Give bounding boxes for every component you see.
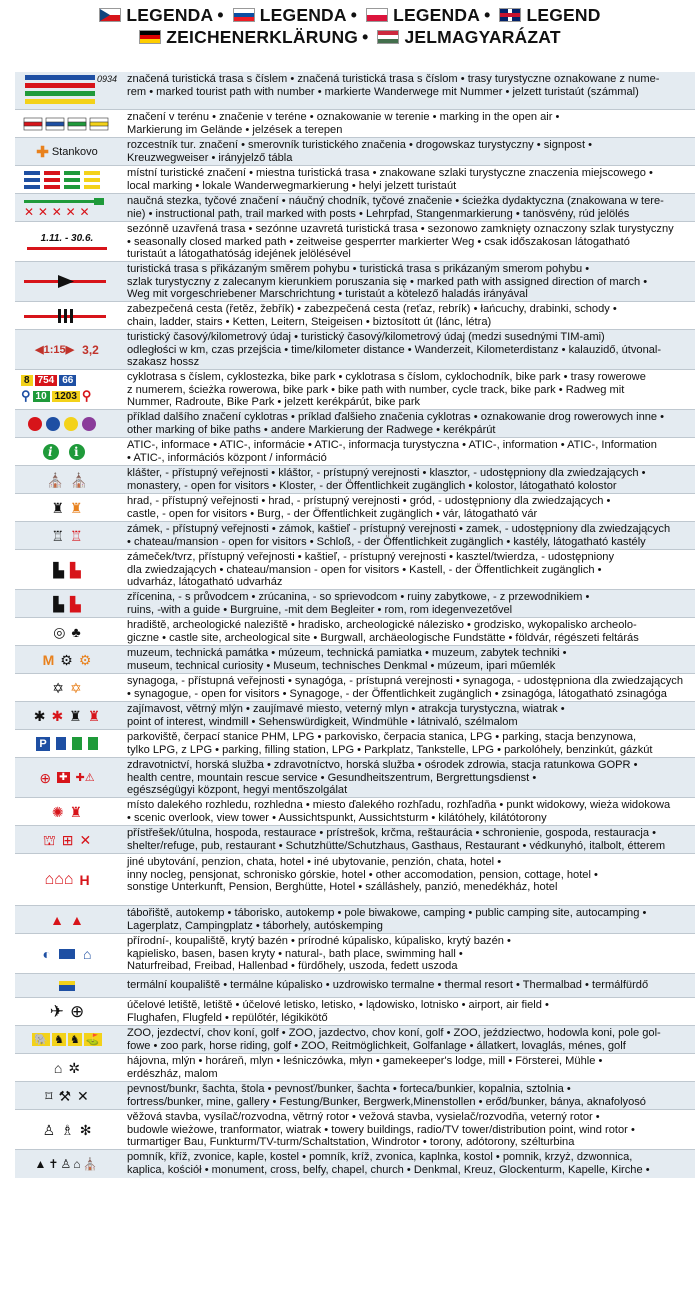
- uk-flag-icon: [499, 8, 521, 22]
- legend-text: Nummer, Radroute, Bike Park • jelzett kerékpárút, bike park: [127, 396, 421, 409]
- legend-row: [15, 262, 695, 302]
- accommodation-icon: ⌂⌂⌂ H: [44, 870, 90, 888]
- separator: •: [362, 27, 369, 47]
- separator: •: [217, 5, 224, 25]
- legend-text: zajímavost, větrný mlýn • zaujímavé miesto, veterný mlyn • atrakcja turystyczna, wiatrak •: [127, 703, 565, 715]
- legend-row: [15, 1082, 695, 1110]
- legend-text: turistický časový/kilometrový údaj • turistický časový/kilometrový údaj (medzi susednými TIM-ami): [127, 331, 605, 343]
- legend-row: [15, 1054, 695, 1082]
- legend-text: Naturfreibad, Freibad, Hallenbad • fürdőhely, uszoda, fedett uszoda: [127, 960, 458, 973]
- legend-text: termální koupaliště • termálne kúpalisko • uzdrowisko termalne • thermal resort • Thermalbad • termálfürdő: [127, 979, 649, 991]
- legend-text: other marking of bike paths • andere Markierung der Radwege • kerékpárút: [127, 423, 496, 436]
- legend-text: point of interest, windmill • Sehenswürdigkeit, Windmühle • látnivaló, szélmalom: [127, 715, 518, 728]
- svg-text:✕ ✕ ✕ ✕ ✕: ✕ ✕ ✕ ✕ ✕: [24, 204, 90, 219]
- legend-row: [15, 302, 695, 330]
- title-de: ZEICHENERKLÄRUNG: [166, 27, 359, 47]
- legend-row: [15, 370, 695, 410]
- legend-row: [15, 590, 695, 618]
- tower-icon: ♙ ♗ ✻: [42, 1121, 92, 1138]
- legend-text: věžová stavba, vysílač/rozvodna, větrný rotor • vežová stavba, vysielač/rozvodňa, veterný rotor •: [127, 1111, 600, 1123]
- legend-text: pevnost/bunkr, šachta, štola • pevnosť/bunker, šachta • forteca/bunkier, kopalnia, sztolnia •: [127, 1083, 571, 1095]
- legend-row: [15, 798, 695, 826]
- legend-text: shelter/refuge, pub, restaurant • Schutzhütte/Schutzhaus, Gasthaus, Restaurant • védkunyhó, italbolt, étterem: [127, 839, 666, 852]
- legend-text: cyklotrasa s číslem, cyklostezka, bike park • cyklotrasa s číslom, cyklochodník, bike park • trasy rowerowe: [127, 371, 646, 383]
- legend-row: [15, 998, 695, 1026]
- legend-text: rozcestník tur. značení • smerovník turistického značenia • drogowskaz turystyczny • signpost •: [127, 139, 593, 151]
- legend-row: [15, 410, 695, 438]
- legend-row: [15, 222, 695, 262]
- legend-text: Lagerplatz, Campingplatz • táborhely, autóskemping: [127, 919, 383, 932]
- manor-icon: ▙ ▙: [53, 561, 81, 578]
- legend-text: budowle wieżowe, tranformator, wiatrak • towery buildings, radio/TV tower/distribution point, wind rotor •: [127, 1123, 635, 1136]
- legend-row: [15, 466, 695, 494]
- legend-row: [15, 758, 695, 798]
- legend-row: [15, 618, 695, 646]
- svg-text:i: i: [48, 444, 53, 459]
- bike-number: 754: [35, 375, 58, 386]
- legend-text: ruins, -with a guide • Burgruine, -mit dem Begleiter • rom, rom idegenvezetővel: [127, 603, 513, 616]
- hungarian-flag-icon: [377, 30, 399, 44]
- legend-text: • chateau/mansion - open for visitors • Schloß, - der Öffentlichkeit zugänglich • kastély, látogatható kastély: [127, 535, 646, 548]
- legend-text: egészségügyi központ, hegyi mentőszolgálat: [127, 784, 348, 797]
- legend-text: fortress/bunker, mine, gallery • Festung/Bunker, Bergwerk,Minenstollen • erőd/bunker, bánya, aknafolyosó: [127, 1095, 646, 1108]
- legend-text: nie) • instructional path, trail marked with posts • Lehrpfad, Stangenmarkierung • tanösvény, rúd jelölés: [127, 207, 630, 220]
- time-distance-icon: ◀ 1:15 ▶ 3,2: [35, 342, 99, 357]
- legend-text: chain, ladder, stairs • Ketten, Leitern, Steigeisen • biztosított út (lánc, létra): [127, 315, 492, 328]
- viewpoint-icon: ✺ ♜: [51, 803, 83, 820]
- legend-text: dla zwiedzających • chateau/mansion - open for visitors • Kastell, - der Öffentlichkeit zugänglich •: [127, 563, 602, 576]
- legend-text: hájovna, mlýn • horáreň, mlyn • leśniczówka, młyn • gamekeeper's lodge, mill • Försterei, Mühle •: [127, 1055, 603, 1067]
- legend-text: ATIC-, informace • ATIC-, informácie • ATIC-, informacja turystyczna • ATIC-, information • ATIC-, Information: [127, 439, 657, 451]
- thermal-resort-icon: [15, 974, 119, 997]
- legend-text: značená turistická trasa s číslem • značená turistická trasa s číslom • trasy turystyczne oznakowane z nume-: [127, 73, 660, 85]
- legend-text: udvarház, látogatható udvarház: [127, 576, 283, 589]
- legend-row: [15, 854, 695, 906]
- legend-text: místo dalekého rozhledu, rozhledna • miesto ďalekého rozhľadu, rozhľadňa • punkt widokowy, wieża widokowa: [127, 799, 671, 811]
- legend-text: Markierung im Gelände • jelzések a terepen: [127, 123, 343, 136]
- chateau-icon: ♖ ♖: [51, 527, 83, 544]
- legend-text: parkoviště, čerpací stanice PHM, LPG • parkovisko, čerpacia stanica, LPG • parking, stacja benzynowa,: [127, 731, 637, 743]
- bike-marking-dots-icon: [15, 410, 119, 437]
- legend-text: • scenic overlook, view tower • Aussichtspunkt, Aussichtsturm • kilátóhely, kilátótorony: [127, 811, 547, 824]
- title-hu: JELMAGYARÁZAT: [404, 27, 561, 47]
- separator: •: [350, 5, 358, 25]
- legend-row: [15, 138, 695, 166]
- legend-row: [15, 934, 695, 974]
- secured-path-icon: [15, 302, 119, 329]
- legend-text: přírodní-, koupaliště, krytý bazén • prírodné kúpalisko, kúpalisko, krytý bazén •: [127, 935, 511, 947]
- legend-text: erdészház, malom: [127, 1067, 218, 1080]
- separator: •: [484, 5, 491, 25]
- header-line-1: [0, 4, 700, 26]
- trail-color-bars-icon: [15, 72, 119, 109]
- legend-text: příklad dalšího značení cyklotras • príklad ďalšieho značenia cyklotras • oznakowanie drog rowerowych inne •: [127, 411, 665, 423]
- legend-row: [15, 1110, 695, 1150]
- legend-text: jiné ubytování, penzion, chata, hotel • iné ubytovanie, penzión, chata, hotel •: [127, 856, 502, 868]
- camping-icon: ▲ ▲: [50, 911, 84, 928]
- legend-row: [15, 646, 695, 674]
- title-pl: LEGENDA: [393, 5, 481, 25]
- legend-text: health centre, mountain rescue service • Gesundheitszentrum, Bergrettungsdienst •: [127, 771, 537, 784]
- bike-number: 1203: [52, 391, 80, 402]
- legend-text: klášter, - přístupný veřejnosti • kláštor, - prístupný verejnosti • klasztor, - udostępniony dla zwiedzających •: [127, 467, 646, 479]
- polish-flag-icon: [366, 8, 388, 22]
- legend-row: [15, 1150, 695, 1178]
- legend-text: • ATIC-, információs központ / információ: [127, 451, 327, 464]
- trail-marking-signs-icon: [15, 110, 119, 137]
- windmill-icon: ✱ ✱ ♜ ♜: [33, 707, 101, 724]
- legend-row: [15, 550, 695, 590]
- museum-icon: M ⚙ ⚙: [42, 651, 92, 668]
- legend-text: naučná stezka, tyčové značení • náučný chodník, tyčové značenie • ścieżka dydaktyczna (znakowana w tere-: [127, 195, 664, 207]
- monument-icon: ▲✝♙⌂⛪: [34, 1157, 100, 1171]
- legend-row: [15, 906, 695, 934]
- legend-text: Flughafen, Flugfeld • repülőtér, légikikötő: [127, 1011, 328, 1024]
- legend-row: [15, 194, 695, 222]
- legend-text: museum, technical curiosity • Museum, technisches Denkmal • múzeum, ipari műemlék: [127, 659, 556, 672]
- legend-text: turmartiger Bau, Funkturm/TV-turm/Schaltstation, Windrotor • torony, adótorony, szélturbina: [127, 1136, 575, 1149]
- guidepost-label: Stankovo: [51, 145, 98, 158]
- legend-text: kaplica, kościół • monument, cross, belfy, chapel, church • Denkmal, Kreuz, Glockenturm, Kapelle, Kirche •: [127, 1163, 650, 1176]
- legend-text: hradiště, archeologické naleziště • hradisko, archeologické nálezisko • grodzisko, wykopalisko archeolo-: [127, 619, 637, 631]
- zoo-icon: 🐘 ♞ ♞ ⛳: [34, 1034, 100, 1046]
- gamekeeper-icon: ⌂ ✲: [53, 1059, 81, 1076]
- legend-text: z numerem, ścieżka rowerowa, bike park • bike path with number, cycle track, bike park • Radweg mit: [127, 383, 625, 396]
- legend-text: castle, - open for visitors • Burg, - der Öffentlichkeit zugänglich • vár, látogatható vár: [127, 507, 538, 520]
- legend-text: muzeum, technická památka • múzeum, technická pamiatka • muzeum, zabytek techniki •: [127, 647, 567, 659]
- legend-row: [15, 72, 695, 110]
- synagogue-icon: ✡ ✡: [52, 679, 82, 696]
- health-centre-icon: ⊕ ✚ ✚⚠: [39, 769, 95, 786]
- title-sk: LEGENDA: [259, 5, 347, 25]
- legend-text: přístřešek/útulna, hospoda, restaurace • prístrešok, krčma, reštaurácia • schronienie, gospoda, restauracja •: [127, 827, 657, 839]
- legend-row: [15, 330, 695, 370]
- ruin-icon: ▙ ▙: [53, 595, 81, 612]
- title-en: LEGEND: [526, 5, 601, 25]
- seasonal-closure-icon: [15, 222, 119, 261]
- swimming-icon: ◐ ⌂: [42, 945, 92, 962]
- legend-text: zdravotnictví, horská služba • zdravotníctvo, horská služba • ośrodek zdrowia, stacja ratunkowa GOPR •: [127, 759, 638, 771]
- legend-row: [15, 730, 695, 758]
- czech-flag-icon: [99, 8, 121, 22]
- parking-icon: P: [15, 730, 119, 757]
- legend-row: [15, 1026, 695, 1054]
- legend-row: [15, 702, 695, 730]
- legend-text: • synagogue, - open for visitors • Synagoge, - der Öffentlichkeit zugänglich • zsinagóga, látogatható zsinagóga: [127, 687, 667, 700]
- legend-rows: [15, 72, 695, 1178]
- legend-text: inny nocleg, pensjonat, schronisko górskie, hotel • other accomodation, pension, cottage, hotel •: [127, 868, 598, 881]
- legend-text: tylko LPG, z LPG • parking, filling station, LPG • Parkplatz, Tankstelle, LPG • parkolóhely, benzinkút, gázkút: [127, 743, 653, 756]
- directional-path-icon: [15, 262, 119, 301]
- bike-icon: ⚲: [21, 388, 31, 403]
- header-line-2: [0, 26, 700, 48]
- legend-text: • seasonally closed marked path • zeitweise gesperrter markierter Weg • csak időszakosan látogatható: [127, 235, 630, 248]
- legend-row: [15, 974, 695, 998]
- legend-row: [15, 826, 695, 854]
- legend-text: zřícenina, - s průvodcem • zrúcanina, - so sprievodcom • ruiny zabytkowe, - z przewodnikiem •: [127, 591, 590, 603]
- legend-text: turistická trasa s přikázaným směrem pohybu • turistická trasa s prikázaným smerom pohybu •: [127, 263, 590, 275]
- legend-text: local marking • lokale Wanderwegmarkierung • helyi jelzett turistaút: [127, 179, 457, 192]
- legend-text: odległości w km, czas przejścia • time/kilometer distance • Wanderzeit, Kilometerdistanz • kalauzidő, útvonal-: [127, 343, 662, 356]
- local-marking-icon: [15, 166, 119, 193]
- legend-row: [15, 438, 695, 466]
- archaeological-site-icon: ◎ ♣: [53, 623, 81, 640]
- legend-row: [15, 674, 695, 702]
- legend-text: ZOO, jezdectví, chov koní, golf • ZOO, jazdectvo, chov koní, golf • ZOO, jeździectwo, hodowla koni, pole gol-: [127, 1027, 661, 1039]
- castle-icon: ♜ ♜: [51, 499, 83, 516]
- legend-text: hrad, - přístupný veřejnosti • hrad, - prístupný verejnosti • gród, - udostępniony dla zwiedzających •: [127, 495, 611, 507]
- bike-number: 66: [59, 375, 76, 386]
- legend-text: rem • marked tourist path with number • markierte Wanderwege mit Nummer • jelzett turistaút (számmal): [127, 85, 639, 98]
- instructional-path-icon: [15, 194, 119, 221]
- bike-trail-icon: [15, 370, 119, 409]
- title-cs: LEGENDA: [126, 5, 214, 25]
- legend-text: tábořiště, autokemp • táborisko, autokemp • pole biwakowe, camping • public camping site, autocamping •: [127, 907, 647, 919]
- legend-text: sonstige Unterkunft, Pension, Berghütte, Hotel • szálláshely, panzió, menedékház, hotel: [127, 881, 558, 894]
- legend-text: fowe • zoo park, horse riding, golf • ZOO, Reitmöglichkeit, Golfanlage • állatkert, lovaglás, ménes, golf: [127, 1039, 626, 1052]
- legend-text: Weg mit vorgeschriebener Marschrichtung • turistaút a kötelező haladás irányával: [127, 288, 528, 301]
- info-icon: [15, 438, 119, 465]
- time-label: 1:15: [43, 343, 66, 356]
- legend-text: sezónně uzavřená trasa • sezónne uzavretá turistická trasa • sezonowo zamknięty oznaczony szlak turystyczny: [127, 223, 674, 235]
- bike-number: 10: [33, 391, 50, 402]
- legend-text: szlak turystyczny z zalecanym kierunkiem poruszania się • marked path with assigned direction of march •: [127, 275, 648, 288]
- legend-text: zabezpečená cesta (řetěz, žebřík) • zabezpečená cesta (reťaz, rebrík) • łańcuchy, drabinki, schody •: [127, 303, 617, 315]
- legend-text: značení v terénu • značenie v teréne • oznakowanie w terenie • marking in the open air •: [127, 111, 560, 123]
- legend-text: szakasz hossz: [127, 356, 200, 369]
- legend-row: [15, 494, 695, 522]
- shelter-icon: ⛫ ⊞ ✕: [42, 831, 92, 848]
- trail-number-label: 0934: [96, 74, 117, 84]
- legend-text: zámek, - přístupný veřejnosti • zámok, kaštieľ - prístupný verejnosti • zamek, - udostępniony dla zwiedzających: [127, 523, 671, 535]
- legend-text: synagoga, - přístupná veřejnosti • synagóga, - prístupná verejnosti • synagoga, - udostępniona dla zwiedzających: [127, 675, 684, 687]
- legend-text: zámeček/tvrz, přístupný veřejnosti • kaštieľ, - prístupný verejnosti • kasztel/twierdza, - udostępniony: [127, 551, 615, 563]
- german-flag-icon: [139, 30, 161, 44]
- legend-text: turistaút a látogathatóság idejének jelölésével: [127, 248, 351, 261]
- legend-text: účelové letiště, letiště • účelové letisko, letisko, • lądowisko, lotnisko • airport, air field •: [127, 999, 549, 1011]
- legend-text: Kreuzwegweiser • irányjelző tábla: [127, 151, 293, 164]
- fortress-icon: ⌑ ⚒ ✕: [45, 1087, 89, 1104]
- legend-header: [0, 0, 700, 72]
- legend-text: pomník, kříž, zvonice, kaple, kostel • pomník, kríž, zvonica, kaplnka, kostol • pomnik, krzyż, dzwonnica,: [127, 1151, 633, 1163]
- guidepost-cross-icon: ✚ Stankovo: [36, 143, 98, 161]
- legend-row: [15, 522, 695, 550]
- bike-park-icon: ⚲: [81, 388, 92, 403]
- svg-text:i: i: [74, 444, 79, 459]
- legend-text: giczne • castle site, archeological site • Burgwall, archäeologische Fundstätte • földvár, régészeti feltárás: [127, 631, 639, 644]
- monastery-icon: ⛪ ⛪: [46, 471, 88, 488]
- bike-number: 8: [21, 375, 33, 386]
- legend-row: [15, 166, 695, 194]
- legend-text: monastery, - open for visitors • Kloster, - der Öffentlichkeit zugänglich • kolostor, látogatható kolostor: [127, 479, 617, 492]
- slovak-flag-icon: [233, 8, 255, 22]
- distance-label: 3,2: [82, 342, 99, 357]
- airport-icon: ✈ ⊕: [49, 1001, 85, 1021]
- legend-text: místní turistické značení • miestna turistická trasa • znakowane szlaki turystyczne znaczenia miejscowego •: [127, 167, 653, 179]
- seasonal-dates-label: 1.11. - 30.6.: [40, 233, 94, 244]
- legend-text: kąpielisko, basen, basen kryty • natural-, bath place, swimming hall •: [127, 947, 463, 960]
- legend-row: [15, 110, 695, 138]
